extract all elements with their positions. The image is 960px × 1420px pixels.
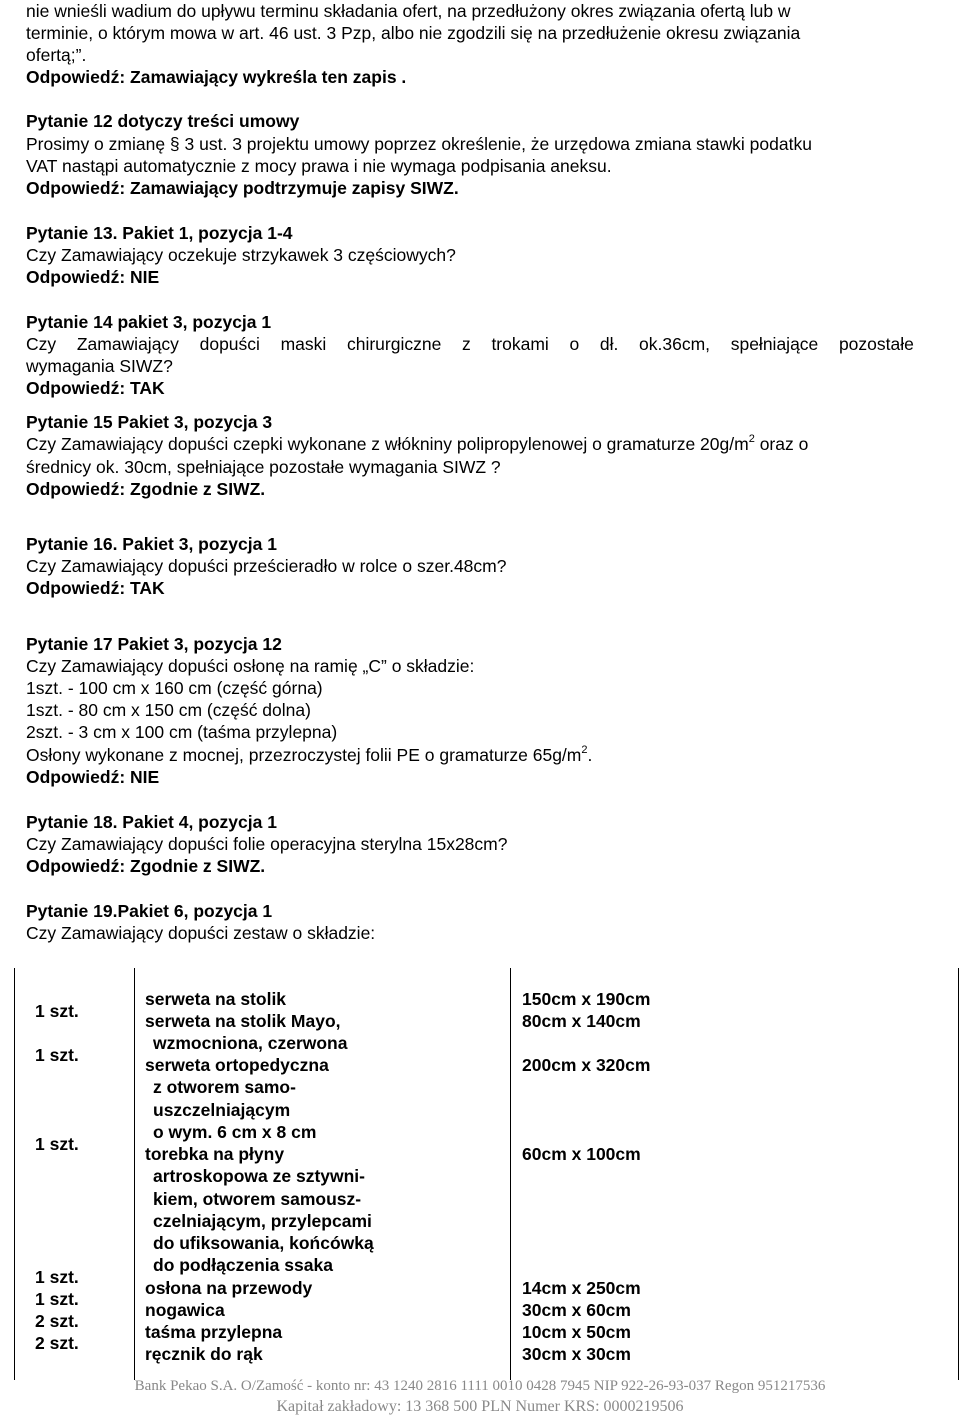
q19-title: Pytanie 19.Pakiet 6, pozycja 1	[26, 901, 273, 921]
q15-title: Pytanie 15 Pakiet 3, pozycja 3	[26, 412, 273, 432]
qty-cell: 1 szt.	[35, 1267, 79, 1287]
table-border-1	[134, 968, 135, 1380]
q14-word: maski	[280, 334, 327, 354]
footer-line-2: Kapitał zakładowy: 13 368 500 PLN Numer KRS: 0000219506	[276, 1398, 684, 1415]
qty-cell: 1 szt.	[35, 1289, 79, 1309]
q14-word: Czy	[26, 334, 57, 354]
desc-line: o wym. 6 cm x 8 cm	[153, 1122, 317, 1142]
size-cell: 30cm x 60cm	[522, 1300, 631, 1320]
q14-word: o	[569, 334, 580, 354]
q14-word: Zamawiający	[76, 334, 179, 354]
q13-title: Pytanie 13. Pakiet 1, pozycja 1-4	[26, 223, 293, 243]
q18-answer: Odpowiedź: Zgodnie z SIWZ.	[26, 856, 266, 876]
q14-answer: Odpowiedź: TAK	[26, 378, 165, 398]
desc-line: ręcznik do rąk	[145, 1344, 263, 1364]
q16-line-1: Czy Zamawiający dopuści prześcieradło w rolce o szer.48cm?	[26, 556, 507, 576]
desc-line: kiem, otworem samousz-	[153, 1189, 362, 1209]
q13-line-1: Czy Zamawiający oczekuje strzykawek 3 częściowych?	[26, 245, 456, 265]
q15-line-1a: Czy Zamawiający dopuści czepki wykonane z włókniny polipropylenowej o gramaturze 20g/m	[26, 434, 749, 454]
q17-title: Pytanie 17 Pakiet 3, pozycja 12	[26, 634, 282, 654]
desc-line: z otworem samo-	[153, 1077, 296, 1097]
desc-line: uszczelniającym	[153, 1100, 291, 1120]
size-cell: 14cm x 250cm	[522, 1278, 641, 1298]
intro-line-1: nie wnieśli wadium do upływu terminu składania ofert, na przedłużony okres związania ofertą lub w	[26, 1, 791, 21]
desc-line: artroskopowa ze sztywni-	[153, 1166, 365, 1186]
q12-line-1: Prosimy o zmianę § 3 ust. 3 projektu umowy poprzez określenie, że urzędowa zmiana stawki podatku	[26, 134, 812, 154]
desc-line: czelniającym, przylepcami	[153, 1211, 372, 1231]
q15-line-1b: oraz o	[754, 434, 809, 454]
desc-line: osłona na przewody	[145, 1278, 313, 1298]
table-border-right	[958, 968, 959, 1380]
intro-answer: Odpowiedź: Zamawiający wykreśla ten zapis .	[26, 67, 407, 87]
size-cell: 80cm x 140cm	[522, 1011, 641, 1031]
q14-word: ok.36cm,	[639, 334, 711, 354]
q14-word: trokami	[491, 334, 549, 354]
footer-line-1: Bank Pekao S.A. O/Zamość - konto nr: 43 1240 2816 1111 0010 0428 7945 NIP 922-26-93-037 Regon 951217536	[134, 1378, 826, 1394]
desc-line: nogawica	[145, 1300, 225, 1320]
q15-sup: 2	[748, 433, 755, 445]
qty-cell: 1 szt.	[35, 1001, 79, 1021]
q12-answer: Odpowiedź: Zamawiający podtrzymuje zapisy SIWZ.	[26, 178, 459, 198]
qty-cell: 1 szt.	[35, 1134, 79, 1154]
q17-line-4: 2szt. - 3 cm x 100 cm (taśma przylepna)	[26, 722, 338, 742]
desc-line: serweta na stolik Mayo,	[145, 1011, 341, 1031]
q14-line-1	[26, 333, 914, 355]
q17-line-1: Czy Zamawiający dopuści osłonę na ramię „C” o składzie:	[26, 656, 475, 676]
q15-answer: Odpowiedź: Zgodnie z SIWZ.	[26, 479, 266, 499]
q16-answer: Odpowiedź: TAK	[26, 578, 165, 598]
q14-word: chirurgiczne	[346, 334, 442, 354]
q14-word: dopuści	[199, 334, 260, 354]
size-cell: 30cm x 30cm	[522, 1344, 631, 1364]
qty-cell: 2 szt.	[35, 1311, 79, 1331]
kit-table	[14, 968, 960, 1380]
q17-line-5	[26, 744, 592, 766]
desc-line: wzmocniona, czerwona	[153, 1033, 348, 1053]
q18-title: Pytanie 18. Pakiet 4, pozycja 1	[26, 812, 277, 832]
qty-cell: 2 szt.	[35, 1333, 79, 1353]
q14-word: dł.	[599, 334, 619, 354]
q17-sup: 2	[581, 744, 588, 756]
q13-answer: Odpowiedź: NIE	[26, 267, 160, 287]
q15-line-2: średnicy ok. 30cm, spełniające pozostałe wymagania SIWZ ?	[26, 457, 501, 477]
q14-word: spełniające	[730, 334, 819, 354]
desc-line: serweta na stolik	[145, 989, 287, 1009]
q17-line-5a: Osłony wykonane z mocnej, przezroczystej folii PE o gramaturze 65g/m	[26, 745, 582, 765]
qty-cell: 1 szt.	[35, 1045, 79, 1065]
table-border-2	[510, 968, 511, 1380]
q14-word: z	[462, 334, 471, 354]
q14-word: pozostałe	[838, 334, 914, 354]
size-cell: 10cm x 50cm	[522, 1322, 631, 1342]
q18-line-1: Czy Zamawiający dopuści folie operacyjna sterylna 15x28cm?	[26, 834, 508, 854]
intro-line-3: ofertą;”.	[26, 45, 87, 65]
intro-line-2: terminie, o którym mowa w art. 46 ust. 3 Pzp, albo nie zgodzili się na przedłużenie okresu związania	[26, 23, 801, 43]
q17-line-2: 1szt. - 100 cm x 160 cm (część górna)	[26, 678, 323, 698]
desc-line: serweta ortopedyczna	[145, 1055, 329, 1075]
q17-line-5b: .	[587, 745, 593, 765]
q12-line-2: VAT nastąpi automatycznie z mocy prawa i nie wymaga podpisania aneksu.	[26, 156, 612, 176]
desc-line: do ufiksowania, końcówką	[153, 1233, 374, 1253]
q19-line-1: Czy Zamawiający dopuści zestaw o składzie:	[26, 923, 376, 943]
size-cell: 200cm x 320cm	[522, 1055, 651, 1075]
size-cell: 60cm x 100cm	[522, 1144, 641, 1164]
q17-answer: Odpowiedź: NIE	[26, 767, 160, 787]
q15-line-1	[26, 433, 808, 455]
table-border-left	[14, 968, 15, 1380]
q16-title: Pytanie 16. Pakiet 3, pozycja 1	[26, 534, 277, 554]
desc-line: taśma przylepna	[145, 1322, 283, 1342]
q17-line-3: 1szt. - 80 cm x 150 cm (część dolna)	[26, 700, 311, 720]
q12-title: Pytanie 12 dotyczy treści umowy	[26, 111, 300, 131]
desc-line: torebka na płyny	[145, 1144, 285, 1164]
q14-line-2: wymagania SIWZ?	[26, 356, 173, 376]
desc-line: do podłączenia ssaka	[153, 1255, 333, 1275]
q14-title: Pytanie 14 pakiet 3, pozycja 1	[26, 312, 272, 332]
size-cell: 150cm x 190cm	[522, 989, 651, 1009]
